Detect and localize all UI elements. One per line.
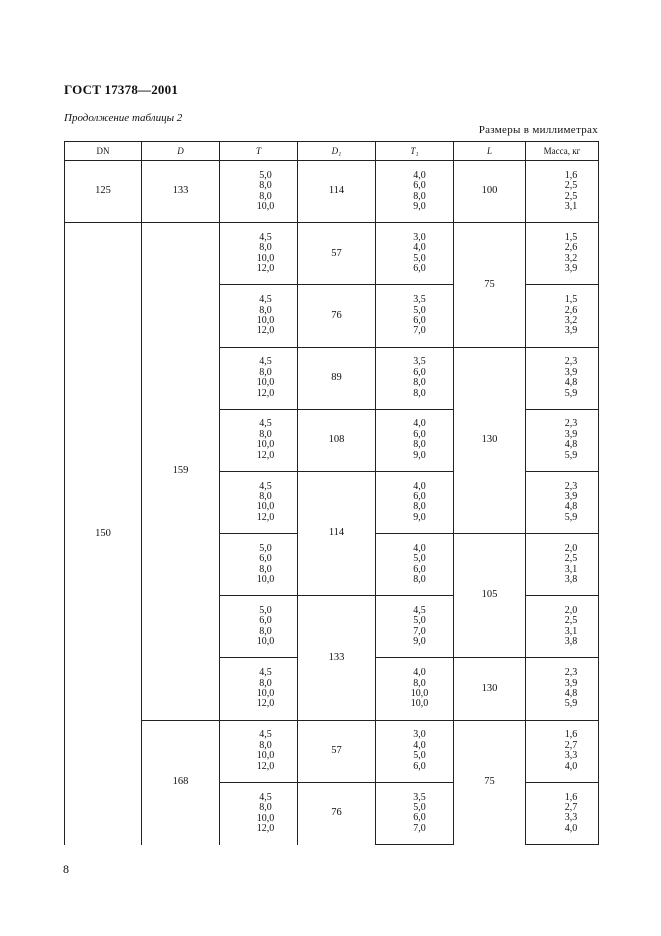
mass-value: 2,5 (564, 615, 578, 627)
t1-value: 6,0 (413, 314, 426, 326)
t-value: 4,5 (259, 667, 272, 679)
t-value: 8,0 (259, 190, 272, 202)
dn-cell: 150 (65, 223, 142, 845)
t1-value: 4,0 (413, 667, 426, 679)
t1-value: 4,0 (413, 542, 426, 554)
t1-value: 6,0 (413, 428, 426, 440)
mass-value: 3,9 (564, 263, 578, 275)
t1-value: 3,5 (413, 294, 426, 306)
t-value: 10,0 (256, 439, 275, 451)
mass-values-cell (526, 534, 599, 596)
d1-cell: 76 (298, 782, 376, 844)
t-value: 12,0 (256, 449, 275, 461)
mass-values-cell (526, 285, 599, 347)
mass-value: 3,9 (564, 428, 578, 440)
l-cell: 75 (454, 720, 526, 844)
t-value: 10,0 (256, 636, 275, 648)
t-value: 8,0 (259, 677, 272, 689)
mass-value: 3,8 (564, 574, 578, 586)
mass-value: 3,9 (564, 366, 578, 378)
t1-value: 10,0 (410, 698, 429, 710)
l-cell: 105 (454, 534, 526, 658)
d1-cell: 114 (298, 471, 376, 595)
t1-value: 4,5 (413, 604, 426, 616)
table-header-row (65, 142, 599, 161)
mass-value: 5,9 (564, 449, 578, 461)
t-value: 8,0 (259, 625, 272, 637)
mass-values-cell (526, 782, 599, 844)
t1-value: 8,0 (413, 677, 426, 689)
mass-value: 1,5 (564, 231, 578, 243)
t1-value: 6,0 (413, 366, 426, 378)
t-value: 5,0 (259, 542, 272, 554)
table-continuation-caption: Продолжение таблицы 2 (64, 112, 183, 124)
mass-value: 3,9 (564, 677, 578, 689)
t1-value: 7,0 (413, 625, 426, 637)
t-values-cell (220, 471, 298, 533)
l-cell: 100 (454, 161, 526, 223)
t-value: 12,0 (256, 511, 275, 523)
d-cell: 159 (142, 223, 220, 720)
mass-value: 2,0 (564, 604, 578, 616)
t1-value: 5,0 (413, 750, 426, 762)
header-d: D (142, 142, 220, 161)
mass-values-cell (526, 223, 599, 285)
mass-value: 2,3 (564, 356, 578, 368)
mass-value: 1,6 (564, 791, 578, 803)
t1-value: 8,0 (413, 439, 426, 451)
t-value: 10,0 (256, 314, 275, 326)
page-number: 8 (63, 862, 69, 876)
header-l: L (454, 142, 526, 161)
mass-value: 2,5 (564, 180, 578, 192)
mass-value: 2,6 (564, 242, 578, 254)
t-value: 4,5 (259, 231, 272, 243)
t-value: 8,0 (259, 180, 272, 192)
t-value: 4,5 (259, 418, 272, 430)
t1-value: 4,0 (413, 739, 426, 751)
t-value: 4,5 (259, 356, 272, 368)
t-values-cell (220, 223, 298, 285)
t1-value: 5,0 (413, 252, 426, 264)
t-values-cell (220, 596, 298, 658)
t-value: 5,0 (259, 169, 272, 181)
mass-value: 1,6 (564, 169, 578, 181)
t1-value: 9,0 (413, 449, 426, 461)
t1-value: 8,0 (413, 387, 426, 399)
mass-value: 4,0 (564, 822, 578, 834)
mass-value: 2,5 (564, 553, 578, 565)
t1-value: 3,0 (413, 729, 426, 741)
t1-values-cell (376, 161, 454, 223)
mass-value: 2,3 (564, 418, 578, 430)
t1-values-cell (376, 471, 454, 533)
t-value: 12,0 (256, 823, 275, 835)
t-value: 4,5 (259, 729, 272, 741)
t-value: 8,0 (259, 491, 272, 503)
mass-value: 2,7 (564, 801, 578, 813)
t1-value: 6,0 (413, 180, 426, 192)
t-value: 8,0 (259, 802, 272, 814)
t1-value: 5,0 (413, 553, 426, 565)
header-t1: T₁ (376, 142, 454, 161)
t-value: 8,0 (259, 366, 272, 378)
t-value: 8,0 (259, 304, 272, 316)
d1-cell: 57 (298, 223, 376, 285)
dimensions-table (64, 141, 599, 845)
mass-value: 4,8 (564, 501, 578, 513)
t-value: 10,0 (256, 501, 275, 513)
mass-value: 3,9 (564, 325, 578, 337)
t1-values-cell (376, 658, 454, 720)
t-value: 12,0 (256, 698, 275, 710)
t1-value: 6,0 (413, 263, 426, 275)
t-value: 10,0 (256, 200, 275, 212)
t1-value: 8,0 (413, 574, 426, 586)
mass-value: 3,3 (564, 750, 578, 762)
t1-values-cell (376, 782, 454, 844)
t-values-cell (220, 347, 298, 409)
d1-cell: 133 (298, 596, 376, 720)
t1-values-cell (376, 534, 454, 596)
units-note: Размеры в миллиметрах (478, 124, 598, 136)
t-value: 12,0 (256, 263, 275, 275)
mass-value: 3,8 (564, 636, 578, 648)
d-cell: 133 (142, 161, 220, 223)
t-value: 6,0 (259, 615, 272, 627)
t-value: 10,0 (256, 574, 275, 586)
mass-value: 2,5 (564, 190, 578, 202)
t1-value: 6,0 (413, 760, 426, 772)
mass-values-cell (526, 596, 599, 658)
mass-values-cell (526, 471, 599, 533)
mass-values-cell (526, 720, 599, 782)
t-value: 4,5 (259, 480, 272, 492)
d-cell: 168 (142, 720, 220, 844)
t1-values-cell (376, 285, 454, 347)
t1-value: 8,0 (413, 190, 426, 202)
d1-cell: 114 (298, 161, 376, 223)
t-value: 12,0 (256, 760, 275, 772)
t-value: 10,0 (256, 750, 275, 762)
d1-cell: 57 (298, 720, 376, 782)
mass-values-cell (526, 409, 599, 471)
t-values-cell (220, 782, 298, 844)
l-cell: 130 (454, 658, 526, 720)
table-row (65, 223, 599, 285)
t-value: 10,0 (256, 252, 275, 264)
t-value: 8,0 (259, 428, 272, 440)
t-value: 4,5 (259, 791, 272, 803)
t1-value: 4,0 (413, 169, 426, 181)
t1-values-cell (376, 596, 454, 658)
mass-value: 2,6 (564, 304, 578, 316)
header-mass: Масса, кг (526, 142, 599, 161)
mass-value: 3,2 (564, 252, 578, 264)
t-values-cell (220, 285, 298, 347)
t1-value: 5,0 (413, 304, 426, 316)
header-dn: DN (65, 142, 142, 161)
t-values-cell (220, 534, 298, 596)
t-value: 5,0 (259, 604, 272, 616)
t-value: 4,5 (259, 294, 272, 306)
t1-values-cell (376, 223, 454, 285)
t-value: 10,0 (256, 377, 275, 389)
t1-value: 4,0 (413, 242, 426, 254)
t1-value: 9,0 (413, 511, 426, 523)
mass-value: 1,6 (564, 729, 578, 741)
t1-values-cell (376, 347, 454, 409)
mass-value: 3,9 (564, 491, 578, 503)
mass-value: 2,3 (564, 667, 578, 679)
t-value: 10,0 (256, 687, 275, 699)
t-values-cell (220, 409, 298, 471)
mass-value: 1,5 (564, 294, 578, 306)
mass-value: 4,8 (564, 377, 578, 389)
mass-value: 3,1 (564, 200, 578, 212)
t-value: 8,0 (259, 563, 272, 575)
t1-value: 3,5 (413, 356, 426, 368)
d1-cell: 76 (298, 285, 376, 347)
t1-value: 5,0 (413, 801, 426, 813)
table-row (65, 161, 599, 223)
t-values-cell (220, 161, 298, 223)
mass-value: 5,9 (564, 387, 578, 399)
header-t: T (220, 142, 298, 161)
l-cell: 130 (454, 347, 526, 534)
t-values-cell (220, 658, 298, 720)
mass-value: 4,8 (564, 687, 578, 699)
mass-value: 5,9 (564, 511, 578, 523)
mass-values-cell (526, 658, 599, 720)
t-value: 12,0 (256, 325, 275, 337)
t-value: 6,0 (259, 553, 272, 565)
dn-cell: 125 (65, 161, 142, 223)
t1-value: 3,0 (413, 231, 426, 243)
header-d1: D₁ (298, 142, 376, 161)
t1-value: 3,5 (413, 791, 426, 803)
document-title: ГОСТ 17378—2001 (64, 82, 179, 97)
mass-value: 3,1 (564, 563, 578, 575)
t-values-cell (220, 720, 298, 782)
t-value: 12,0 (256, 387, 275, 399)
t1-value: 6,0 (413, 491, 426, 503)
d1-cell: 89 (298, 347, 376, 409)
t-value: 10,0 (256, 812, 275, 824)
mass-value: 4,0 (564, 760, 578, 772)
t1-values-cell (376, 720, 454, 782)
t1-values-cell (376, 409, 454, 471)
l-cell: 75 (454, 223, 526, 347)
t1-value: 9,0 (413, 200, 426, 212)
mass-value: 3,3 (564, 812, 578, 824)
t1-value: 4,0 (413, 480, 426, 492)
mass-value: 2,0 (564, 542, 578, 554)
t1-value: 7,0 (413, 822, 426, 834)
t1-value: 6,0 (413, 563, 426, 575)
t1-value: 6,0 (413, 812, 426, 824)
mass-value: 3,1 (564, 625, 578, 637)
mass-value: 2,3 (564, 480, 578, 492)
table-row (65, 720, 599, 782)
d1-cell: 108 (298, 409, 376, 471)
t1-value: 5,0 (413, 615, 426, 627)
mass-values-cell (526, 161, 599, 223)
t1-value: 9,0 (413, 636, 426, 648)
mass-value: 5,9 (564, 698, 578, 710)
mass-values-cell (526, 347, 599, 409)
t1-value: 8,0 (413, 501, 426, 513)
mass-value: 3,2 (564, 314, 578, 326)
t1-value: 10,0 (410, 687, 429, 699)
t1-value: 8,0 (413, 377, 426, 389)
t-value: 8,0 (259, 242, 272, 254)
t1-value: 4,0 (413, 418, 426, 430)
t1-value: 7,0 (413, 325, 426, 337)
mass-value: 4,8 (564, 439, 578, 451)
t-value: 8,0 (259, 739, 272, 751)
mass-value: 2,7 (564, 739, 578, 751)
